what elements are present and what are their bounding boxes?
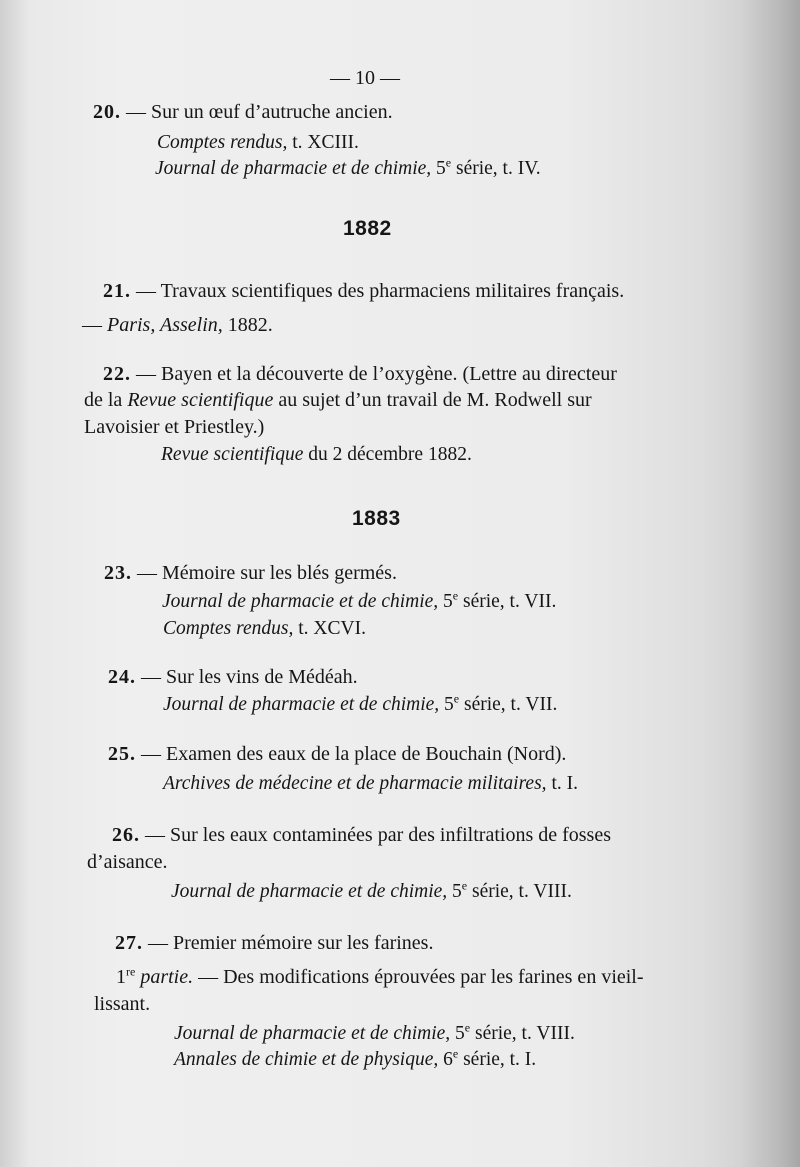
page-number: — 10 — (330, 67, 400, 89)
publisher: Paris, Asselin, (107, 314, 223, 336)
entry-number: 20. (93, 101, 121, 123)
citation-detail: série, t. IV. (456, 158, 541, 179)
year-heading-1882: 1882 (343, 217, 392, 240)
entry-number: 22. (103, 363, 131, 385)
part-label: partie. (140, 966, 194, 988)
entry-title: — Sur les vins de Médéah. (141, 666, 358, 688)
entry-title: — Bayen et la découverte de l’oxygène. (Lettre au directeur (136, 363, 617, 385)
citation-source: Journal de pharmacie et de chimie, (171, 881, 448, 902)
entry-22 (103, 362, 617, 386)
entry-26 (112, 823, 611, 847)
citation (171, 880, 572, 904)
citation-series: 5 (444, 694, 454, 715)
entry-title: — Mémoire sur les blés germés. (137, 562, 397, 584)
citation-detail: t. I. (551, 773, 578, 794)
part-text: — Des modifications éprouvées par les farines en vieil- (198, 966, 644, 988)
entry-number: 27. (115, 932, 143, 954)
text: de la (84, 389, 123, 411)
entry-number: 21. (103, 280, 131, 302)
citation (155, 157, 541, 181)
entry-23 (104, 561, 397, 585)
journal-title: Revue scientifique (127, 389, 274, 411)
citation-source: Archives de médecine et de pharmacie militaires, (163, 773, 547, 794)
citation-detail: série, t. I. (463, 1049, 537, 1070)
citation (163, 617, 366, 641)
citation-detail: t. XCIII. (292, 132, 359, 153)
entry-title: — Sur les eaux contaminées par des infiltrations de fosses (145, 824, 611, 846)
citation-series: 5 (452, 881, 462, 902)
entry-27-part (116, 965, 644, 989)
citation-series-sup: e (453, 691, 460, 706)
citation-source: Comptes rendus, (157, 132, 288, 153)
entry-number: 26. (112, 824, 140, 846)
citation-detail: série, t. VIII. (472, 881, 572, 902)
citation (162, 590, 556, 614)
citation-detail: série, t. VII. (464, 694, 558, 715)
citation-detail: du 2 décembre 1882. (308, 444, 472, 465)
citation-series-sup: e (461, 878, 468, 893)
page-edge-shadow (740, 0, 800, 1167)
citation-series-sup: e (452, 1046, 459, 1061)
citation-series: 5 (443, 591, 453, 612)
citation-series: 5 (436, 158, 446, 179)
year: 1882. (227, 314, 273, 336)
entry-title: — Sur un œuf d’autruche ancien. (126, 101, 393, 123)
part-number-sup: re (126, 964, 136, 979)
citation-detail: t. XCVI. (298, 618, 366, 639)
citation-series: 5 (455, 1023, 465, 1044)
entry-21-imprint (82, 313, 273, 337)
citation-source: Revue scientifique (161, 444, 304, 465)
citation-series-sup: e (452, 588, 459, 603)
entry-number: 25. (108, 743, 136, 765)
citation (161, 443, 472, 467)
citation (174, 1022, 575, 1046)
citation-series-sup: e (464, 1020, 471, 1035)
entry-title: — Travaux scientifiques des pharmaciens militaires français. (136, 280, 625, 302)
entry-24 (108, 665, 358, 689)
entry-21 (103, 279, 624, 303)
entry-22-line3: Lavoisier et Priestley.) (84, 416, 265, 438)
entry-25 (108, 742, 566, 766)
citation-series-sup: e (445, 155, 452, 170)
citation-detail: série, t. VII. (463, 591, 557, 612)
citation-source: Journal de pharmacie et de chimie, (155, 158, 432, 179)
citation-source: Journal de pharmacie et de chimie, (163, 694, 440, 715)
entry-title: — Premier mémoire sur les farines. (148, 932, 434, 954)
citation-series: 6 (443, 1049, 453, 1070)
entry-22-line2 (84, 388, 592, 412)
citation (157, 131, 359, 155)
entry-27 (115, 931, 433, 955)
dash: — (82, 314, 102, 336)
entry-number: 24. (108, 666, 136, 688)
citation-source: Comptes rendus, (163, 618, 294, 639)
part-number: 1 (116, 966, 126, 988)
citation (163, 693, 557, 717)
citation-source: Journal de pharmacie et de chimie, (162, 591, 439, 612)
entry-20 (93, 100, 393, 124)
citation-detail: série, t. VIII. (475, 1023, 575, 1044)
entry-26-line2: d’aisance. (87, 851, 168, 873)
entry-title: — Examen des eaux de la place de Bouchain (Nord). (141, 743, 567, 765)
citation (174, 1048, 536, 1072)
entry-27-part-cont: lissant. (94, 993, 151, 1015)
citation-source: Journal de pharmacie et de chimie, (174, 1023, 451, 1044)
citation (163, 772, 578, 796)
year-heading-1883: 1883 (352, 507, 401, 530)
citation-source: Annales de chimie et de physique, (174, 1049, 439, 1070)
text: au sujet d’un travail de M. Rodwell sur (278, 389, 592, 411)
entry-number: 23. (104, 562, 132, 584)
